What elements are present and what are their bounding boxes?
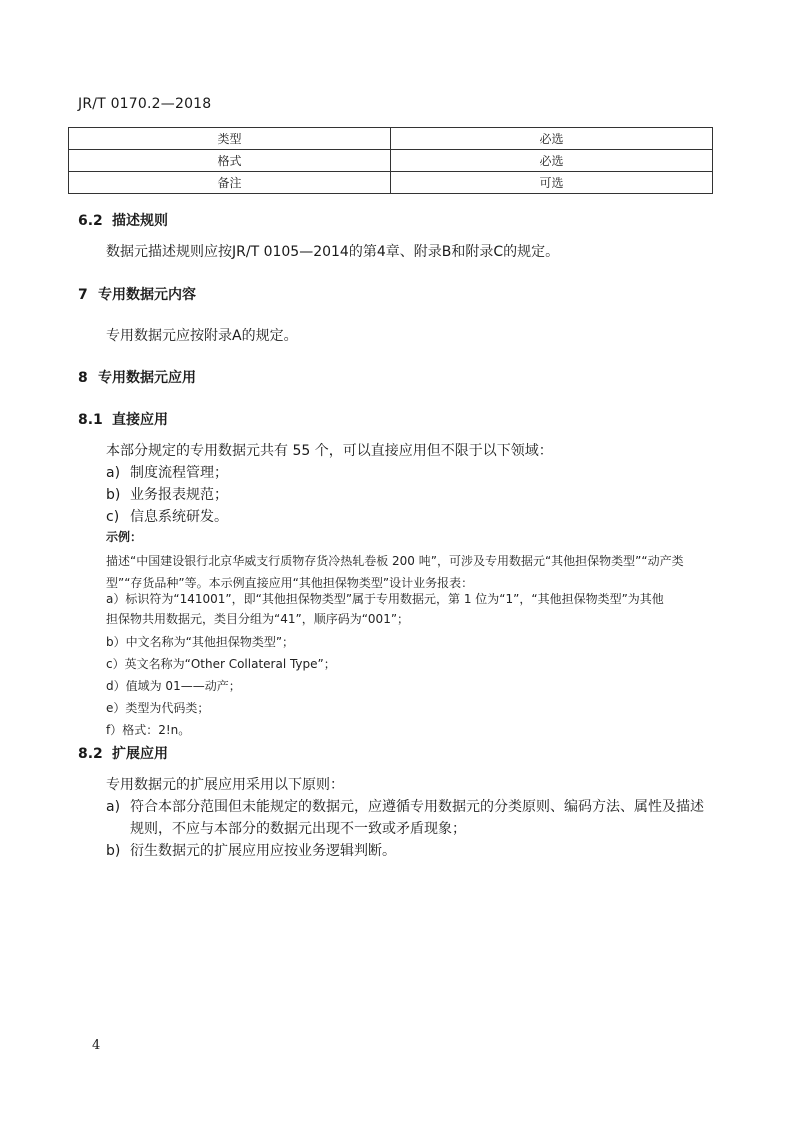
list-marker: b) <box>106 487 121 503</box>
section-number: 8.1 <box>78 412 103 428</box>
example-line: 担保物共用数据元，类目分组为“41”，顺序码为“001”； <box>106 612 410 626</box>
table-row <box>69 172 713 194</box>
table-row <box>69 128 713 150</box>
section-number: 8 <box>78 370 88 386</box>
table-cell-requirement: 可选 <box>391 172 713 194</box>
example-line: c）英文名称为“Other Collateral Type”； <box>106 657 336 671</box>
section-heading-8-1 <box>78 409 168 429</box>
attribute-table <box>68 127 713 194</box>
paragraph: 数据元描述规则应按JR/T 0105—2014的第4章、附录B和附录C的规定。 <box>106 244 560 260</box>
table-cell-requirement: 必选 <box>391 128 713 150</box>
example-line: b）中文名称为“其他担保物类型”； <box>106 635 295 649</box>
section-title: 描述规则 <box>112 213 168 229</box>
section-number: 7 <box>78 287 88 303</box>
example-line: d）值域为 01——动产； <box>106 679 241 693</box>
section-number: 6.2 <box>78 213 103 229</box>
section-title: 专用数据元应用 <box>98 370 196 386</box>
list-item <box>106 796 704 816</box>
table-cell-attribute: 类型 <box>69 128 391 150</box>
page-number: 4 <box>92 1038 101 1053</box>
section-heading-7 <box>78 284 196 304</box>
table-cell-requirement: 必选 <box>391 150 713 172</box>
section-title: 扩展应用 <box>112 746 168 762</box>
list-text: 规则，不应与本部分的数据元出现不一致或矛盾现象； <box>130 821 466 837</box>
list-item <box>106 462 228 482</box>
table-cell-attribute: 备注 <box>69 172 391 194</box>
list-marker: a) <box>106 799 121 815</box>
list-marker: c) <box>106 509 120 525</box>
list-text: 符合本部分范围但未能规定的数据元，应遵循专用数据元的分类原则、编码方法、属性及描述 <box>130 799 704 815</box>
example-line: f）格式：2!n。 <box>106 723 191 737</box>
list-item <box>106 484 228 504</box>
example-line: 型”“存货品种”等。本示例直接应用“其他担保物类型”设计业务报表： <box>106 576 474 590</box>
list-item <box>106 506 228 526</box>
list-item <box>106 818 466 838</box>
section-title: 专用数据元内容 <box>98 287 196 303</box>
section-heading-6-2 <box>78 210 168 230</box>
paragraph: 专用数据元应按附录A的规定。 <box>106 328 298 344</box>
list-marker: b) <box>106 843 121 859</box>
example-label: 示例： <box>106 530 143 544</box>
paragraph: 专用数据元的扩展应用采用以下原则： <box>106 777 344 793</box>
standard-code: JR/T 0170.2—2018 <box>78 96 212 112</box>
list-text: 衍生数据元的扩展应用应按业务逻辑判断。 <box>130 843 396 859</box>
list-text: 制度流程管理； <box>130 465 228 481</box>
list-marker: a) <box>106 465 121 481</box>
list-item <box>106 840 396 860</box>
paragraph: 本部分规定的专用数据元共有 55 个，可以直接应用但不限于以下领域： <box>106 443 553 459</box>
section-heading-8-2 <box>78 743 168 763</box>
table-row <box>69 150 713 172</box>
list-text: 业务报表规范； <box>130 487 228 503</box>
example-line: 描述“中国建设银行北京华威支行质物存货冷热轧卷板 200 吨”，可涉及专用数据元“其他担保物类型”“动产类 <box>106 554 684 568</box>
section-title: 直接应用 <box>112 412 168 428</box>
example-line: a）标识符为“141001”，即“其他担保物类型”属于专用数据元，第 1 位为“1”，“其他担保物类型”为其他 <box>106 592 664 606</box>
list-text: 信息系统研发。 <box>130 509 228 525</box>
section-number: 8.2 <box>78 746 103 762</box>
example-line: e）类型为代码类； <box>106 701 210 715</box>
table-cell-attribute: 格式 <box>69 150 391 172</box>
section-heading-8 <box>78 367 196 387</box>
